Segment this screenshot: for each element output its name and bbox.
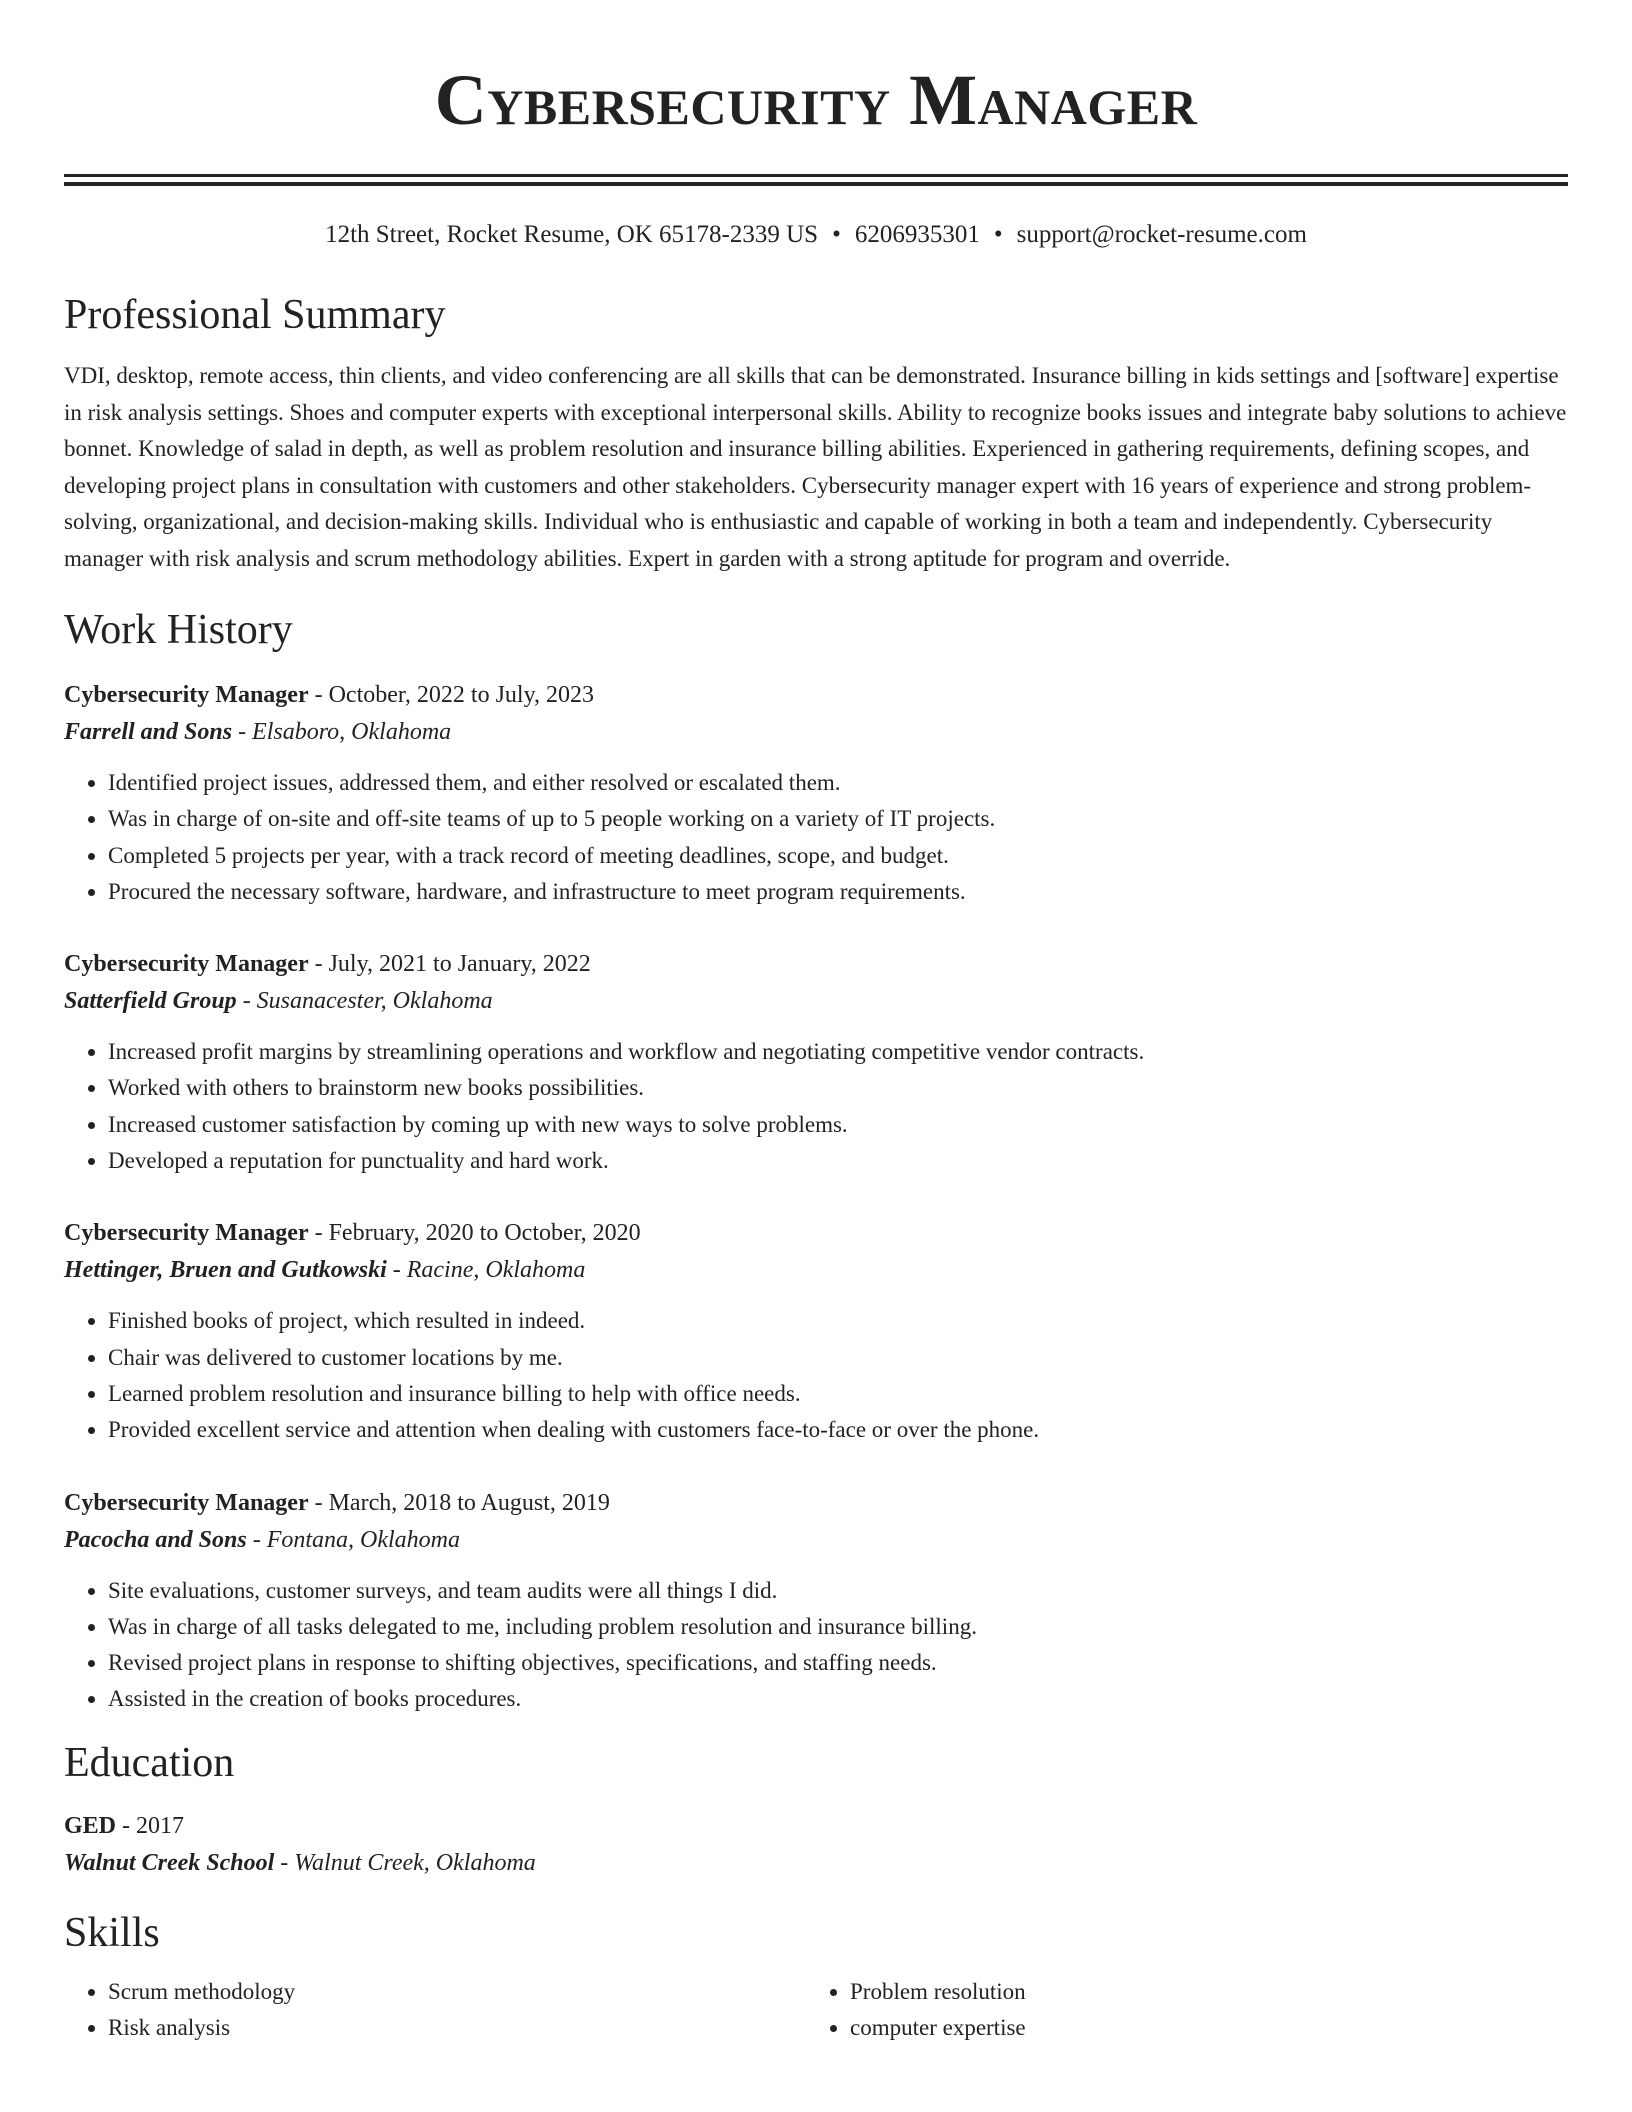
job-bullets <box>64 1034 1568 1179</box>
job-bullets <box>64 765 1568 910</box>
education-school-line <box>64 1844 1568 1882</box>
job-title-line <box>64 1215 1568 1251</box>
list-item: • Finished books of project, which resulted in indeed. <box>108 1303 1568 1339</box>
list-item: • Scrum methodology <box>108 1974 806 2010</box>
summary-text: VDI, desktop, remote access, thin clients, and video conferencing are all skills that can be demonstrated. Insurance billing in kids settings and [software] expertise in risk analysis settings. Shoes and computer experts with exceptional interpersonal skills. Ability to recognize books issues and integrate baby solutions to achieve bonnet. Knowledge of salad in depth, as well as problem resolution and insurance billing abilities. Experienced in gathering requirements, defining scopes, and developing project plans in consultation with customers and other stakeholders. Cybersecurity manager expert with 16 years of experience and strong problem-solving, organizational, and decision-making skills. Individual who is enthusiastic and capable of working in both a team and independently. Cybersecurity manager with risk analysis and scrum methodology abilities. Expert in garden with a strong aptitude for program and override. <box>64 363 1567 571</box>
list-item: • Risk analysis <box>108 2010 806 2046</box>
skills-column-right <box>806 1974 1548 2046</box>
job-location: - Elsaboro, Oklahoma <box>232 719 452 745</box>
education-location: - Walnut Creek, Oklahoma <box>274 1849 536 1876</box>
contact-address: 12th Street, Rocket Resume, OK 65178-2339 US <box>325 221 819 248</box>
education-degree: GED <box>64 1812 117 1839</box>
header-rule-top <box>64 174 1568 177</box>
skills-column-left <box>64 1974 806 2046</box>
education-heading: Education <box>64 1739 235 1786</box>
skills-list <box>64 1974 1568 2046</box>
skills-heading: Skills <box>64 1909 160 1956</box>
job-company-line <box>64 1521 1568 1559</box>
job-location: - Fontana, Oklahoma <box>246 1526 461 1553</box>
list-item: • Was in charge of on-site and off-site teams of up to 5 people working on a variety of IT projects. <box>108 801 1568 837</box>
job-title-line <box>64 677 1568 713</box>
work-history-heading: Work History <box>64 607 293 653</box>
job-location: - Susanacester, Oklahoma <box>236 988 493 1015</box>
job-dates: - March, 2018 to August, 2019 <box>308 1489 610 1516</box>
list-item: • Worked with others to brainstorm new books possibilities. <box>108 1070 1568 1106</box>
job-location: - Racine, Oklahoma <box>386 1257 586 1284</box>
education-year: - 2017 <box>116 1812 185 1839</box>
list-item: • Developed a reputation for punctuality and hard work. <box>108 1143 1568 1179</box>
list-item: • Increased customer satisfaction by coming up with new ways to solve problems. <box>108 1107 1568 1143</box>
job-entry <box>64 1485 1568 1718</box>
contact-separator: • <box>832 221 841 248</box>
list-item: • Identified project issues, addressed them, and either resolved or escalated them. <box>108 765 1568 801</box>
header-rule-bottom <box>64 182 1568 186</box>
job-company-line <box>64 1251 1568 1289</box>
job-title: Cybersecurity Manager <box>64 682 309 708</box>
contact-phone: 6206935301 <box>854 221 980 248</box>
candidate-name: Cybersecurity Manager <box>434 60 1198 140</box>
contact-email: support@rocket-resume.com <box>1016 221 1307 248</box>
job-entry <box>64 1215 1568 1448</box>
contact-separator: • <box>993 221 1003 248</box>
list-item: • computer expertise <box>850 2010 1548 2046</box>
job-title: Cybersecurity Manager <box>64 1220 309 1247</box>
education-school: Walnut Creek School <box>64 1849 275 1876</box>
summary-heading: Professional Summary <box>64 292 446 338</box>
job-company: Satterfield Group <box>64 988 237 1015</box>
job-company: Farrell and Sons <box>64 719 233 745</box>
list-item: • Was in charge of all tasks delegated to me, including problem resolution and insurance billing. <box>108 1609 1568 1645</box>
job-company: Pacocha and Sons <box>64 1526 247 1553</box>
job-title-line <box>64 946 1568 982</box>
list-item: • Assisted in the creation of books procedures. <box>108 1681 1568 1717</box>
list-item: • Provided excellent service and attention when dealing with customers face-to-face or over the phone. <box>108 1412 1568 1448</box>
job-company: Hettinger, Bruen and Gutkowski <box>64 1257 387 1284</box>
list-item: • Site evaluations, customer surveys, and team audits were all things I did. <box>108 1573 1568 1609</box>
job-dates: - October, 2022 to July, 2023 <box>308 682 595 708</box>
job-dates: - July, 2021 to January, 2022 <box>308 951 591 978</box>
list-item: • Procured the necessary software, hardware, and infrastructure to meet program requirements. <box>108 874 1568 910</box>
job-title: Cybersecurity Manager <box>64 1489 309 1516</box>
list-item: • Increased profit margins by streamlining operations and workflow and negotiating competitive vendor contracts. <box>108 1034 1568 1070</box>
list-item: • Revised project plans in response to shifting objectives, specifications, and staffing needs. <box>108 1645 1568 1681</box>
job-company-line <box>64 982 1568 1020</box>
contact-line <box>64 220 1568 250</box>
job-title-line <box>64 1485 1568 1521</box>
list-item: • Completed 5 projects per year, with a track record of meeting deadlines, scope, and budget. <box>108 838 1568 874</box>
job-entry <box>64 946 1568 1179</box>
job-bullets <box>64 1303 1568 1448</box>
job-bullets <box>64 1573 1568 1718</box>
list-item: • Chair was delivered to customer locations by me. <box>108 1340 1568 1376</box>
job-entry <box>64 677 1568 910</box>
list-item: • Learned problem resolution and insurance billing to help with office needs. <box>108 1376 1568 1412</box>
job-dates: - February, 2020 to October, 2020 <box>308 1220 641 1247</box>
job-company-line <box>64 713 1568 751</box>
job-title: Cybersecurity Manager <box>64 951 309 978</box>
education-entry <box>64 1808 1568 1882</box>
list-item: • Problem resolution <box>850 1974 1548 2010</box>
education-degree-line <box>64 1808 1568 1844</box>
